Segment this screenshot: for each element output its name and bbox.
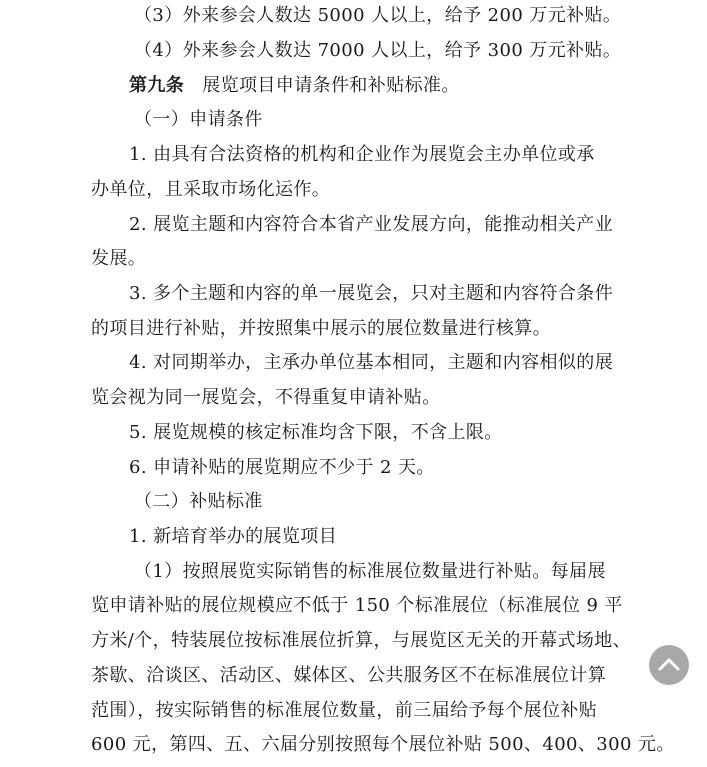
article-heading: [129, 74, 460, 98]
article-title: 展览项目申请条件和补贴标准。: [202, 75, 460, 96]
back-to-top-button[interactable]: [649, 645, 689, 685]
paragraph-line: 览申请补贴的展位规模应不低于 150 个标准展位（标准展位 9 平: [91, 595, 623, 616]
article-label: 第九条: [129, 75, 185, 96]
section-heading: （二）补贴标准: [134, 491, 263, 512]
paragraph-line: 600 元，第四、五、六届分别按照每个展位补贴 500、400、300 元。: [91, 734, 675, 755]
chevron-up-icon: [649, 645, 689, 685]
section-heading: （一）申请条件: [134, 109, 263, 130]
paragraph-line: 2. 展览主题和内容符合本省产业发展方向，能推动相关产业: [129, 214, 614, 235]
paragraph-line: 6. 申请补贴的展览期应不少于 2 天。: [129, 457, 435, 478]
paragraph-line: （3）外来参会人数达 5000 人以上，给予 200 万元补贴。: [134, 5, 622, 26]
paragraph-line: 1. 由具有合法资格的机构和企业作为展览会主办单位或承: [129, 144, 595, 165]
paragraph-line: 茶歇、洽谈区、活动区、媒体区、公共服务区不在标准展位计算: [91, 665, 607, 686]
paragraph-line: 的项目进行补贴，并按照集中展示的展位数量进行核算。: [91, 318, 551, 339]
paragraph-line: 5. 展览规模的核定标准均含下限，不含上限。: [129, 422, 503, 443]
paragraph-line: （1）按照展览实际销售的标准展位数量进行补贴。每届展: [134, 561, 606, 582]
paragraph-line: 范围），按实际销售的标准展位数量，前三届给予每个展位补贴: [91, 700, 598, 721]
paragraph-line: 3. 多个主题和内容的单一展览会，只对主题和内容符合条件: [129, 283, 614, 304]
paragraph-line: 发展。: [91, 248, 147, 269]
subsection-heading: 1. 新培育举办的展览项目: [129, 526, 338, 547]
paragraph-line: 4. 对同期举办，主承办单位基本相同，主题和内容相似的展: [129, 352, 614, 373]
paragraph-line: 办单位，且采取市场化运作。: [91, 179, 331, 200]
paragraph-line: 览会视为同一展览会，不得重复申请补贴。: [91, 387, 441, 408]
paragraph-line: 方米/个，特装展位按标准展位折算，与展览区无关的开幕式场地、: [91, 630, 632, 651]
paragraph-line: （4）外来参会人数达 7000 人以上，给予 300 万元补贴。: [134, 40, 622, 61]
